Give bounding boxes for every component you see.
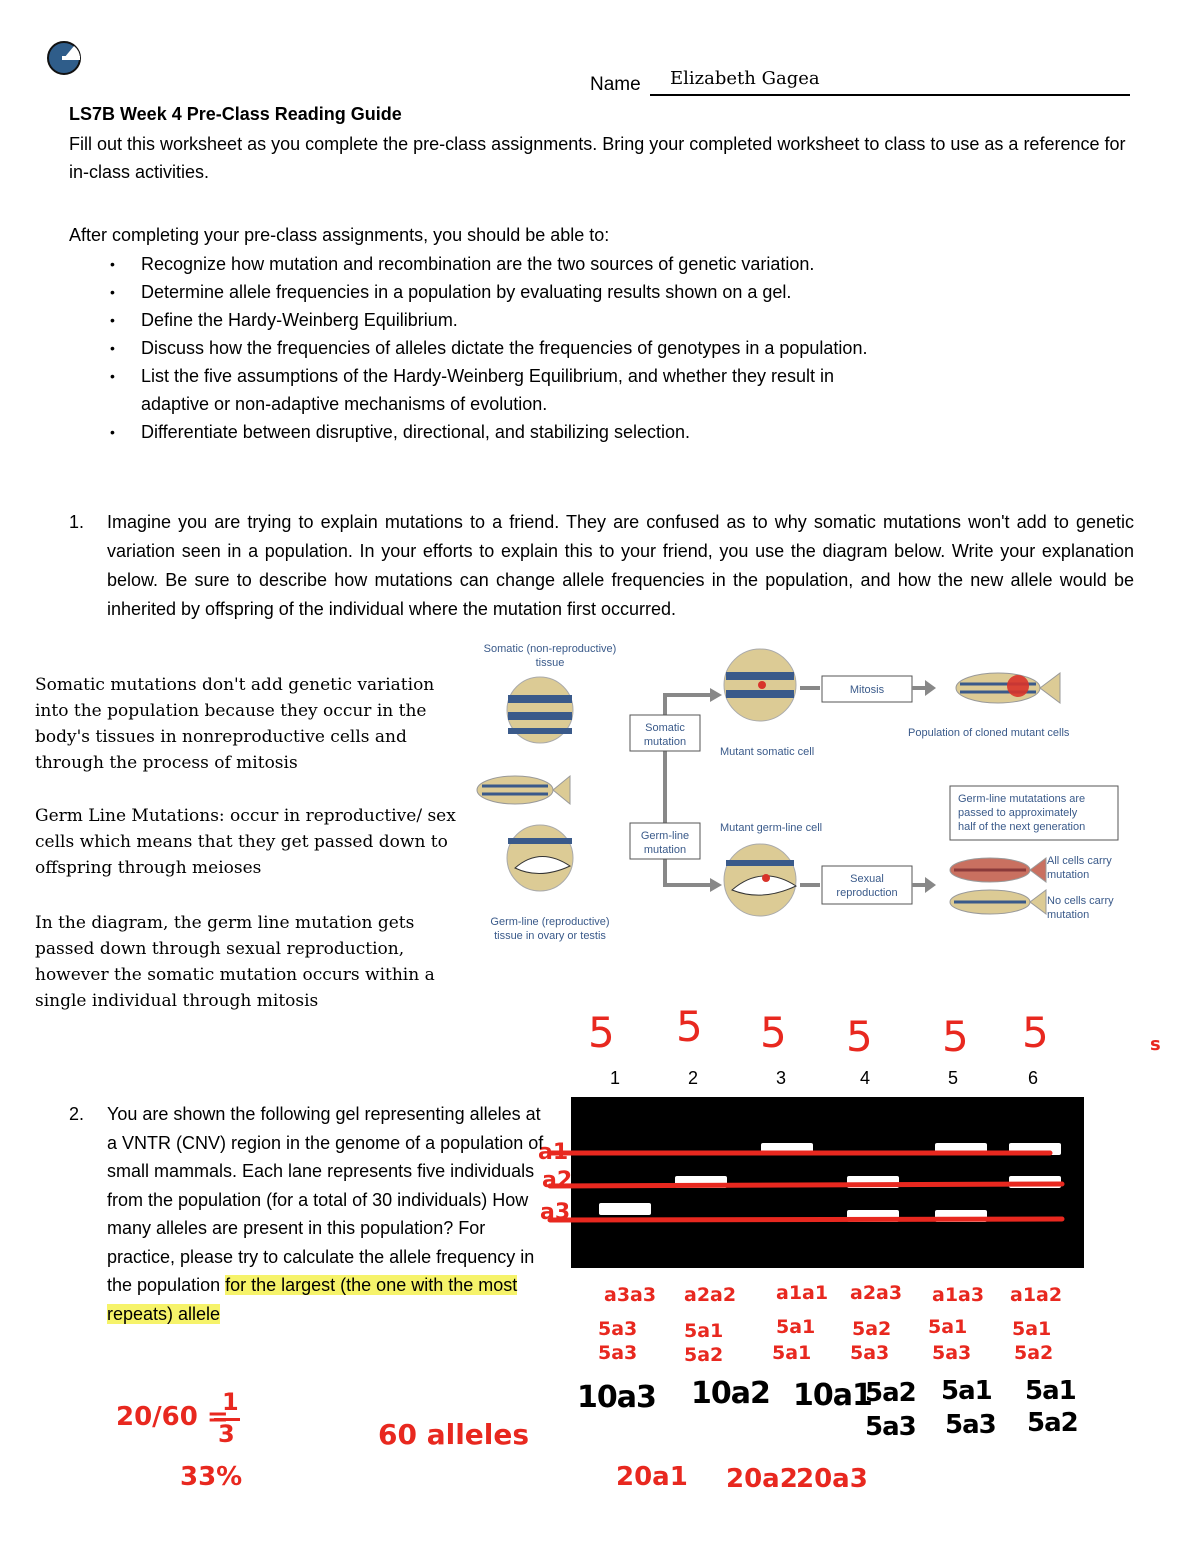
lane-number: 6 bbox=[1028, 1068, 1039, 1088]
count-note: 5a3 bbox=[850, 1342, 890, 1364]
mutant-somatic-cell-label: Mutant somatic cell bbox=[720, 746, 815, 758]
count-note: 5a3 bbox=[932, 1342, 972, 1364]
allele-counts bbox=[575, 1376, 1095, 1456]
name-field bbox=[590, 68, 1135, 98]
mutation-diagram bbox=[470, 640, 1130, 950]
count-note: 5a3 bbox=[598, 1318, 638, 1340]
sexual-reproduction-label-2: reproduction bbox=[836, 887, 898, 899]
page-title: LS7B Week 4 Pre-Class Reading Guide bbox=[69, 104, 402, 124]
list-item: • List the five assumptions of the Hardy-Weinberg Equilibrium, and whether they result in adaptive or non-adaptive mechanisms of evolution. bbox=[100, 362, 901, 418]
question-number: 1. bbox=[69, 512, 85, 532]
list-item: • Determine allele frequencies in a population by evaluating results shown on a gel. bbox=[100, 278, 1140, 306]
fraction-denominator: 3 bbox=[218, 1420, 235, 1448]
lane-count: 5 bbox=[676, 1002, 703, 1051]
list-item: • Define the Hardy-Weinberg Equilibrium. bbox=[100, 306, 1140, 334]
list-item: • Recognize how mutation and recombination are the two sources of genetic variation. bbox=[100, 250, 1140, 278]
lane-number: 3 bbox=[776, 1068, 787, 1088]
somatic-tissue-label: Somatic (non-reproductive) bbox=[483, 643, 617, 655]
count-note: 5a3 bbox=[598, 1342, 638, 1364]
cloned-cells-label: Population of cloned mutant cells bbox=[908, 727, 1070, 739]
count-note: 5a2 bbox=[852, 1318, 892, 1340]
question-text-highlighted: for the largest (the one with the most repeats) allele bbox=[107, 1275, 518, 1324]
allele-count-note: 5a3 bbox=[945, 1410, 996, 1440]
germline-tissue-label-2: tissue in ovary or testis bbox=[494, 930, 606, 942]
genotype-notes bbox=[590, 1284, 1110, 1374]
lane-number: 1 bbox=[610, 1068, 621, 1088]
lane-count: 5 bbox=[588, 1008, 615, 1057]
germline-mutation-label: Germ-line bbox=[640, 830, 690, 842]
question-text: Imagine you are trying to explain mutations to a friend. They are confused as to why somatic mutations won't add to genetic variation seen in a population. In your efforts to explain this to your friend, you use the diagram below. Write your explanation below. Be sure to describe how mutations can change allele frequencies in the population, and how the new allele would be inherited by offspring of the individual where the mutation first occurred. bbox=[107, 512, 1134, 619]
name-value: Elizabeth Gagea bbox=[670, 68, 820, 89]
tally-a1: 20a1 bbox=[616, 1462, 688, 1492]
name-label: Name bbox=[590, 74, 641, 95]
allele-count-note: 5a3 bbox=[865, 1412, 916, 1442]
question-2 bbox=[69, 1100, 549, 1328]
all-carry-label-2: mutation bbox=[1047, 869, 1090, 881]
question-text bbox=[107, 1100, 549, 1328]
allele-count-note: 10a1 bbox=[793, 1378, 872, 1413]
germline-note-line-3: half of the next generation bbox=[958, 821, 1086, 833]
genotype-label: a3a3 bbox=[604, 1284, 657, 1306]
fish-mutant-icon bbox=[950, 858, 1046, 882]
fraction-numerator: 1 bbox=[222, 1388, 239, 1416]
allele-count-note: 5a1 bbox=[1025, 1376, 1076, 1406]
question-number: 2. bbox=[69, 1104, 85, 1124]
allele-label: a2 bbox=[542, 1168, 573, 1193]
answer-paragraph-germline: Germ Line Mutations: occur in reproductive/ sex cells which means that they get passed down to offspring through meioses bbox=[35, 806, 456, 878]
lane-count: 5 bbox=[942, 1012, 969, 1061]
intro-text: Fill out this worksheet as you complete the pre-class assignments. Bring your completed worksheet to class to use as a reference for in-class activities. bbox=[69, 134, 1126, 182]
all-carry-label: All cells carry bbox=[1047, 855, 1112, 867]
lane-counts bbox=[570, 1002, 1090, 1061]
lane-number: 2 bbox=[688, 1068, 699, 1088]
genotype-label: a1a1 bbox=[776, 1282, 829, 1304]
somatic-tissue-label-2: tissue bbox=[535, 657, 565, 669]
genotype-label: a2a3 bbox=[850, 1282, 903, 1304]
allele-label: a1 bbox=[538, 1140, 569, 1165]
list-item: • Discuss how the frequencies of alleles dictate the frequencies of genotypes in a population. bbox=[100, 334, 1140, 362]
logo-icon bbox=[44, 40, 84, 76]
germline-tissue-label: Germ-line (reproductive) bbox=[490, 916, 610, 928]
count-note: 5a1 bbox=[684, 1320, 724, 1342]
mutant-germline-cell-circle bbox=[724, 844, 796, 916]
fish-normal-icon bbox=[950, 890, 1046, 914]
question-1 bbox=[69, 508, 1134, 624]
count-note: 5a1 bbox=[1012, 1318, 1052, 1340]
allele-count-note: 10a2 bbox=[691, 1376, 770, 1411]
somatic-mutation-label-2: mutation bbox=[643, 736, 687, 748]
somatic-mutation-label: Somatic bbox=[645, 722, 685, 734]
frequency-percent: 33% bbox=[180, 1462, 243, 1492]
count-note: 5a1 bbox=[928, 1316, 968, 1338]
somatic-tissue-circle bbox=[507, 677, 573, 743]
answer-paragraph-somatic: Somatic mutations don't add genetic variation into the population because they occur in the body's tissues in nonreproductive cells and through the process of mitosis bbox=[35, 675, 435, 773]
count-note: 5a1 bbox=[776, 1316, 816, 1338]
allele-count-note: 5a2 bbox=[865, 1378, 916, 1408]
count-note: 5a2 bbox=[684, 1344, 724, 1366]
germline-tissue-circle bbox=[507, 825, 573, 891]
none-carry-label: No cells carry bbox=[1047, 895, 1114, 907]
objectives-heading: After completing your pre-class assignments, you should be able to: bbox=[69, 225, 610, 245]
count-note: 5a2 bbox=[1014, 1342, 1054, 1364]
frequency-fraction: 20/60 = bbox=[116, 1402, 229, 1432]
germline-note-line-1: Germ-line mutatations are bbox=[958, 793, 1086, 805]
mitosis-label: Mitosis bbox=[849, 684, 885, 696]
fish-clone-icon bbox=[956, 673, 1060, 703]
allele-count-note: 5a2 bbox=[1027, 1408, 1078, 1438]
germline-note-line-2: passed to approximately bbox=[958, 807, 1078, 819]
lane-number: 4 bbox=[860, 1068, 871, 1088]
total-alleles: 60 alleles bbox=[378, 1418, 530, 1451]
genotype-label: a2a2 bbox=[684, 1284, 737, 1306]
genotype-label: a1a3 bbox=[932, 1284, 985, 1306]
lane-numbers bbox=[570, 1068, 1090, 1092]
objectives-list bbox=[100, 250, 1140, 446]
stray-mark: s bbox=[1150, 1034, 1161, 1055]
lane-count: 5 bbox=[1022, 1008, 1049, 1057]
answer-paragraph-diagram: In the diagram, the germ line mutation gets passed down through sexual reproduction, however the somatic mutation occurs within a single individual through mitosis bbox=[35, 913, 435, 1011]
allele-label: a3 bbox=[540, 1200, 571, 1225]
allele-count-note: 10a3 bbox=[577, 1380, 656, 1415]
fish-icon bbox=[477, 776, 570, 804]
tally-a2: 20a2 bbox=[726, 1464, 798, 1494]
mutant-somatic-cell-circle bbox=[724, 649, 796, 721]
allele-lines bbox=[540, 1140, 1080, 1230]
mutant-germline-cell-label: Mutant germ-line cell bbox=[720, 822, 823, 834]
sexual-reproduction-label: Sexual bbox=[850, 873, 884, 885]
germline-mutation-label-2: mutation bbox=[643, 844, 687, 856]
lane-count: 5 bbox=[760, 1008, 787, 1057]
tally-a3: 20a3 bbox=[796, 1464, 868, 1494]
genotype-label: a1a2 bbox=[1010, 1284, 1063, 1306]
list-item: • Differentiate between disruptive, directional, and stabilizing selection. bbox=[100, 418, 1140, 446]
name-underline bbox=[650, 94, 1130, 96]
allele-count-note: 5a1 bbox=[941, 1376, 992, 1406]
none-carry-label-2: mutation bbox=[1047, 909, 1090, 921]
lane-number: 5 bbox=[948, 1068, 959, 1088]
question-text-main: You are shown the following gel representing alleles at a VNTR (CNV) region in the genome of a population of small mammals. Each lane represents five individuals from the population (for a total of 30 individuals) How many alleles are present in this population? For practice, please try to calculate the allele frequency in the population bbox=[107, 1104, 544, 1295]
lane-count: 5 bbox=[846, 1012, 873, 1061]
count-note: 5a1 bbox=[772, 1342, 812, 1364]
